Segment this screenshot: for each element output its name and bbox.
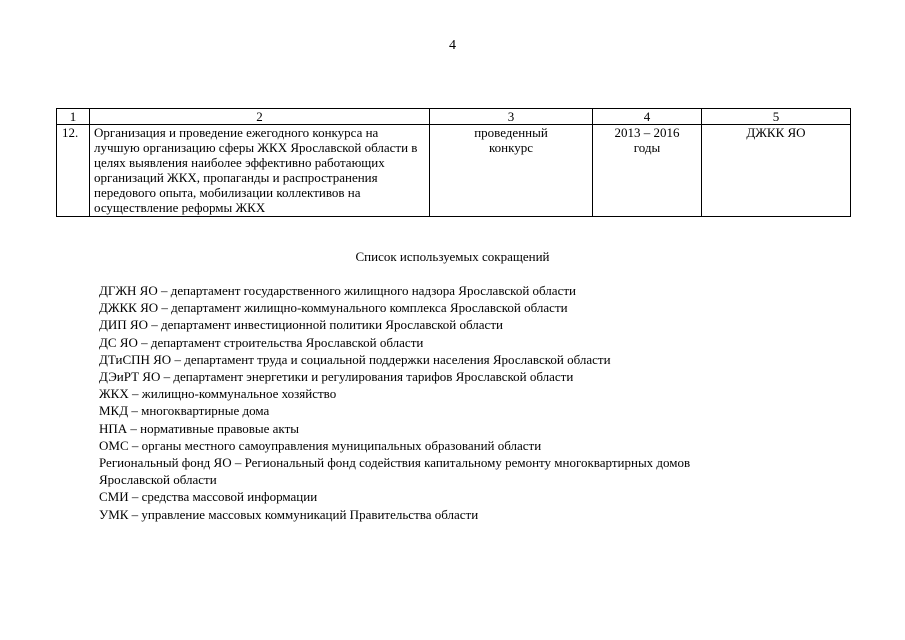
row-number: 12. — [57, 125, 90, 217]
plan-table — [56, 108, 851, 217]
abbreviation-item: ДЖКК ЯО – департамент жилищно-коммунального комплекса Ярославской области — [99, 300, 568, 316]
abbreviation-item: СМИ – средства массовой информации — [99, 489, 318, 505]
abbreviations-title: Список используемых сокращений — [355, 249, 550, 264]
abbreviation-item: ДТиСПН ЯО – департамент труда и социальной поддержки населения Ярославской области — [99, 351, 611, 367]
row-description: Организация и проведение ежегодного конкурса на лучшую организацию сферы ЖКХ Ярославской области в целях выявления наиболее эффективно работающих организаций ЖКХ, пропаганды и распространения передового опыта, мобилизации коллективов на осуществление реформы ЖКХ — [90, 125, 430, 217]
abbreviation-item: ОМС – органы местного самоуправления муниципальных образований области — [99, 437, 542, 453]
row-period-line-1: 2013 – 2016 — [614, 125, 680, 140]
column-header-1: 1 — [57, 109, 90, 125]
column-header-4: 4 — [593, 109, 702, 125]
row-period — [593, 125, 702, 217]
abbreviation-item: ДЭиРТ ЯО – департамент энергетики и регулирования тарифов Ярославской области — [99, 369, 574, 385]
table-row — [57, 125, 851, 217]
abbreviation-item: ЖКХ – жилищно-коммунальное хозяйство — [99, 386, 337, 402]
row-period-line-2: годы — [633, 140, 661, 155]
abbreviations-list — [99, 282, 759, 523]
abbreviation-item: НПА – нормативные правовые акты — [99, 420, 299, 436]
column-header-2: 2 — [90, 109, 430, 125]
column-header-3: 3 — [430, 109, 593, 125]
abbreviation-item: ДИП ЯО – департамент инвестиционной политики Ярославской области — [99, 317, 503, 333]
abbreviation-item: МКД – многоквартирные дома — [99, 403, 270, 419]
abbreviation-item: УМК – управление массовых коммуникаций Правительства области — [99, 506, 479, 522]
abbreviation-item: ДГЖН ЯО – департамент государственного жилищного надзора Ярославской области — [99, 283, 576, 298]
abbreviation-item: ДС ЯО – департамент строительства Ярославской области — [99, 334, 424, 350]
row-result-line-1: проведенный — [474, 125, 548, 140]
row-result-line-2: конкурс — [488, 140, 533, 155]
row-executor: ДЖКК ЯО — [702, 125, 851, 217]
abbreviation-item: Региональный фонд ЯО – Региональный фонд содействия капитальному ремонту многоквартирных домов Ярославской области — [99, 455, 691, 488]
page-number: 4 — [449, 38, 456, 53]
column-header-5: 5 — [702, 109, 851, 125]
row-result — [430, 125, 593, 217]
table-header-row — [57, 109, 851, 125]
